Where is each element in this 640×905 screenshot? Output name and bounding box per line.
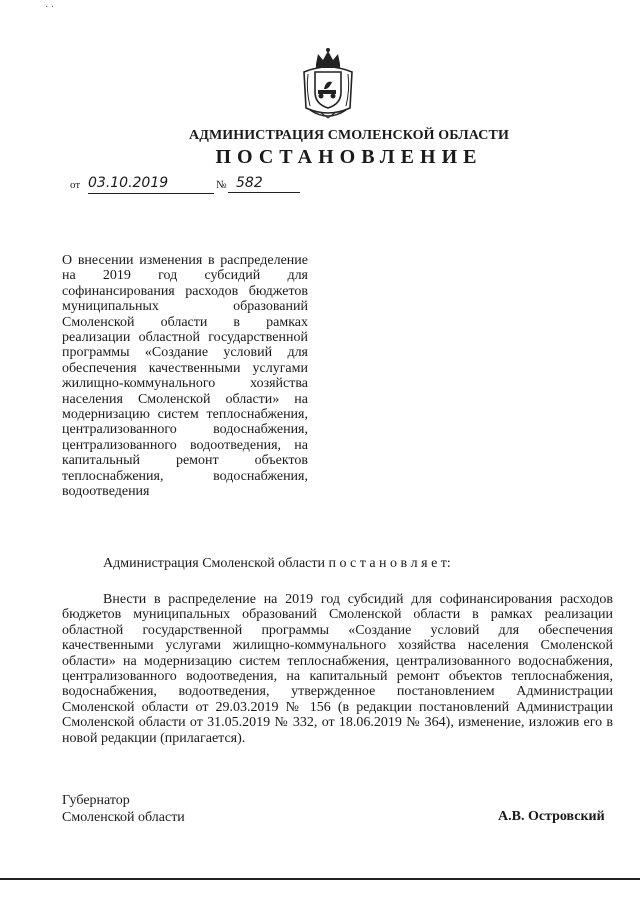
position-line-1: Губернатор (62, 793, 130, 808)
scan-marks: · · (45, 2, 55, 13)
number-prefix: № (216, 179, 227, 191)
date-prefix: от (70, 179, 81, 191)
decree-line: Администрация Смоленской области п о с т а н о в л я е т: (103, 556, 451, 571)
signatory-position (62, 792, 185, 826)
document-subject: О внесении изменения в распределение на 2019 год субсидий для софинансирования расходов бюджетов муниципальных образований Смоленской области в рамках реализации областной государственной программы «Создание условий для обеспечения качественными услугами жилищно-коммунального хозяйства населения Смоленской области» на модернизацию систем теплоснабжения, централизованного водоснабжения, централизованного водоотведения, на капитальный ремонт объектов теплоснабжения, водоснабжения, водоотведения (62, 253, 308, 500)
bottom-border-line (0, 878, 640, 880)
position-line-2: Смоленской области (62, 810, 185, 825)
document-number: 582 (228, 175, 300, 193)
organization-title: АДМИНИСТРАЦИЯ СМОЛЕНСКОЙ ОБЛАСТИ (189, 128, 509, 143)
coat-of-arms-emblem (298, 46, 358, 122)
document-date: 03.10.2019 (88, 175, 214, 194)
document-type-title: ПОСТАНОВЛЕНИЕ (215, 146, 483, 168)
document-body: Внести в распределение на 2019 год субсидий для софинансирования расходов бюджетов муниципальных образований Смоленской области в рамках реализации областной государственной программы «Создание условий для обеспечения качественными услугами жилищно-коммунального хозяйства населения Смоленской области» на модернизацию систем теплоснабжения, централизованного водоснабжения, централизованного водоотведения, на капитальный ремонт объектов теплоснабжения, водоснабжения, водоотведения, утвержденное постановлением Администрации Смоленской области от 29.03.2019 № 156 (в редакции постановлений Администрации Смоленской области от 31.05.2019 № 332, от 18.06.2019 № 364), изменение, изложив его в новой редакции (прилагается). (62, 592, 613, 746)
signatory-name: А.В. Островский (498, 809, 605, 824)
